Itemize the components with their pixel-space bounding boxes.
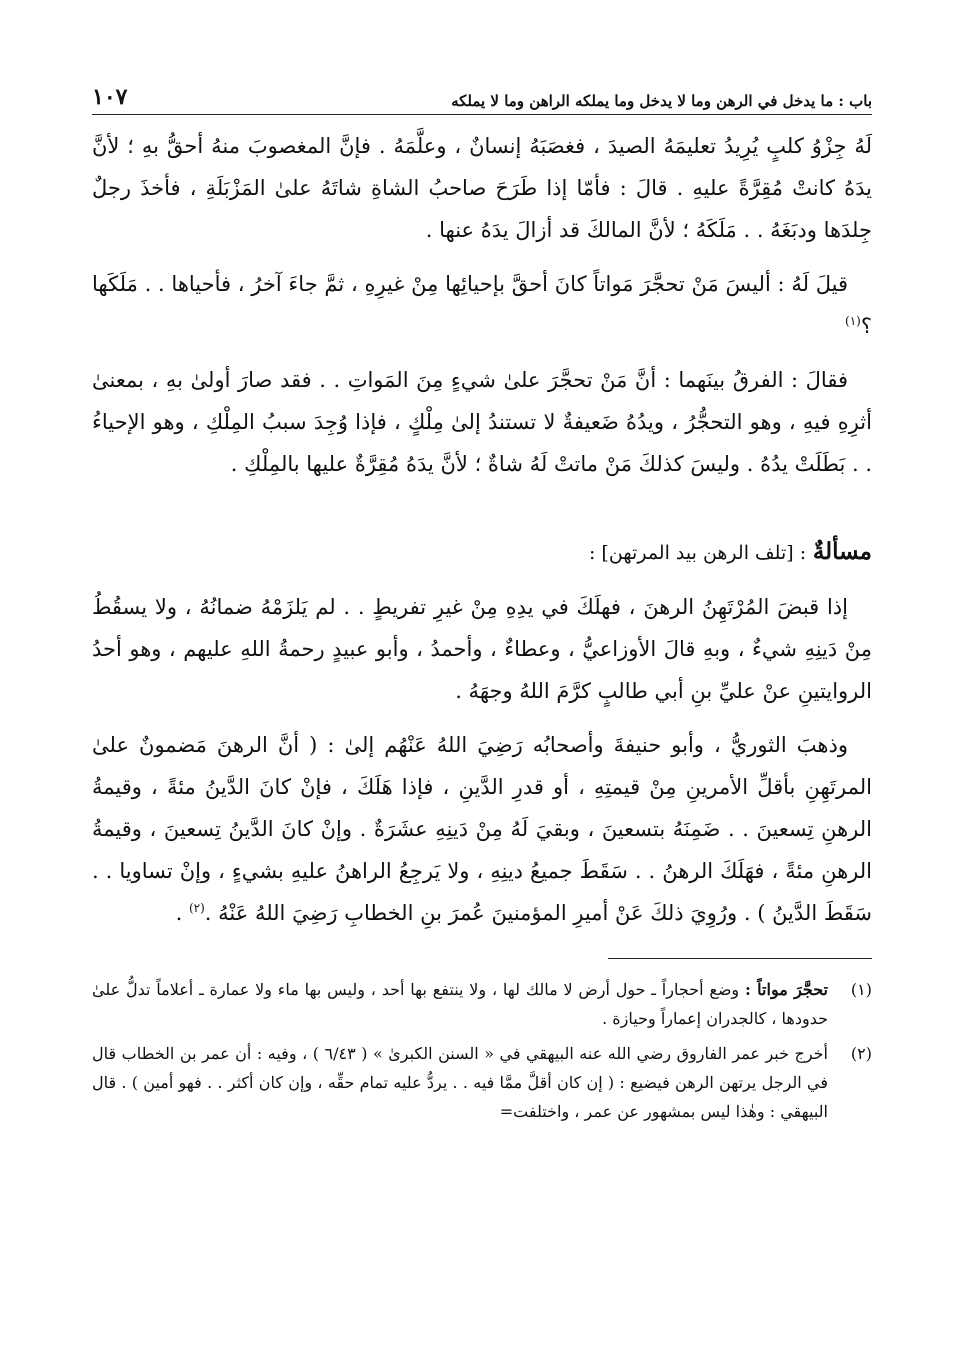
- footnote-reference[interactable]: (٢): [188, 901, 205, 915]
- footnotes: [92, 975, 872, 1126]
- page-number: ١٠٧: [92, 84, 128, 110]
- issue-topic: : [تلف الرهن بيد المرتهن] :: [588, 542, 807, 564]
- footnote-body: أخرج خبر عمر الفاروق رضي الله عنه البيهقي في « السنن الكبرىٰ » ( ٦/٤٣ ) ، وفيه : أن عمر بن الخطاب قال في الرجل يرتهن الرهن فيضيع : ( إن كان أقلَّ ممَّا فيه . . يردُّ عليه تمام حقِّه ، وإن كان أكثر . . فهو أمين ) . قال البيهقي : وهٰذا ليس بمشهور عن عمر ، واختلفت=: [92, 1044, 829, 1121]
- footnote: [92, 1039, 872, 1126]
- footnote-text: [92, 975, 828, 1033]
- paragraph-text: وذهبَ الثوريُّ ، وأبو حنيفةَ وأصحابُه رَضِيَ اللهُ عَنْهُم إلىٰ : ( أنَّ الرهنَ مَضمونٌ علىٰ المرتَهِنِ بأقلِّ الأمرينِ مِنْ قيمتِهِ ، أو قدرِ الدَّينِ ، فإذا هَلَكَ ، فإنْ كانَ الدَّينُ مئةً ، وقيمةُ الرهنِ تِسعينَ . . ضَمِنَهُ بتسعينَ ، وبقيَ لَهُ مِنْ دَينِهِ عشَرَةٌ . وإنْ كانَ الدَّينُ تِسعينَ ، وقيمةُ الرهنِ مئةً ، فهَلَكَ الرهنُ . . سَقَطَ جميعُ دينِهِ ، ولا يَرجِعُ الراهنُ عليهِ بشيءٍ ، وإنْ تساويا . . سَقَطَ الدَّينُ ) . ورُوِيَ ذلكَ عَنْ أميرِ المؤمنينَ عُمرَ بنِ الخطابِ رَضِيَ اللهُ عَنْهُ .: [92, 733, 872, 925]
- footnote-body: وضع أحجاراً ـ حول أرض لا مالك لها ، ولا ينتفع بها أحد ، وليس بها ماء ولا عمارة ـ أعلاماً تدلُّ علىٰ حدودها ، كالجدران إعماراً وحيازة .: [92, 980, 828, 1028]
- chapter-title: باب : ما يدخل في الرهن وما لا يدخل وما يملكه الراهن وما لا يملكه: [451, 92, 872, 110]
- footnote-term: تحجَّرَ مواتاً :: [744, 980, 829, 999]
- paragraph: لَهُ جِزْوُ كلبٍ يُرِيدُ تعليمَهُ الصيدَ ، فغصَبَهُ إنسانٌ ، وعلَّمَهُ . فإنَّ المغصوبَ منهُ أحقُّ بهِ ؛ لأنَّ يدَهُ كانتْ مُقِرَّةً عليهِ . قالَ : فأمّا إذا طَرَحَ صاحبُ الشاةِ شاتَهُ علىٰ المَزْبَلَةِ ، فأخذَ رجلٌ جِلدَها ودبَغَهُ . . مَلَكَهُ ؛ لأنَّ المالكَ قد أزالَ يدَهُ عنها .: [92, 134, 872, 242]
- paragraph: [92, 724, 872, 934]
- footnote-text: [92, 1039, 828, 1126]
- issue-heading: [92, 531, 872, 574]
- paragraph-text: قيلَ لَهُ : أليسَ مَنْ تحجَّرَ مَواتاً كانَ أحقَّ بإحيائِها مِنْ غيرِهِ ، ثمَّ جاءَ آخرُ ، فأحياها . . مَلَكَها ؟: [92, 272, 872, 338]
- footnote-number: (٢): [850, 1044, 872, 1063]
- paragraph-tail: .: [175, 901, 189, 925]
- paragraph: فقالَ : الفرقُ بينَهما : أنَّ مَنْ تحجَّرَ علىٰ شيءٍ مِنَ المَواتِ . . فقد صارَ أولىٰ بهِ ، بمعنىٰ أثرِهِ فيهِ ، وهو التحجُّرُ ، ويدُهُ ضَعيفةٌ لا تستندُ إلىٰ مِلْكٍ ، فإذا وُجِدَ سببُ المِلْكِ ، وهو الإحياءُ . . بَطَلَتْ يدُهُ . وليسَ كذلكَ مَنْ ماتتْ لَهُ شاةٌ ؛ لأنَّ يدَهُ مُقِرَّةٌ عليها بالمِلْكِ .: [92, 368, 872, 476]
- paragraph: [92, 263, 872, 347]
- footnote-number: (١): [850, 980, 872, 999]
- footnote: [92, 975, 872, 1033]
- book-page: [92, 78, 872, 1318]
- running-header: [92, 78, 872, 115]
- issue-label: مسألةٌ: [812, 538, 872, 565]
- footnote-reference[interactable]: (١): [845, 314, 861, 328]
- footnote-divider: [608, 958, 872, 959]
- main-text: [92, 125, 872, 934]
- issue-section: [92, 531, 872, 934]
- paragraph: إذا قبضَ المُرْتَهِنُ الرهنَ ، فهلَكَ في يدِهِ مِنْ غيرِ تفريطٍ . . لم يَلزَمْهُ ضمانُهُ ، ولا يسقُطُ مِنْ دَينِهِ شيءٌ ، وبهِ قالَ الأوزاعيُّ ، وعطاءٌ ، وأحمدُ ، وأبو عبيدٍ رحمةُ اللهِ عليهم ، وهو أحدُ الروايتينِ عنْ عليِّ بنِ أبي طالبٍ كرَّمَ اللهُ وجهَهُ .: [92, 595, 872, 703]
